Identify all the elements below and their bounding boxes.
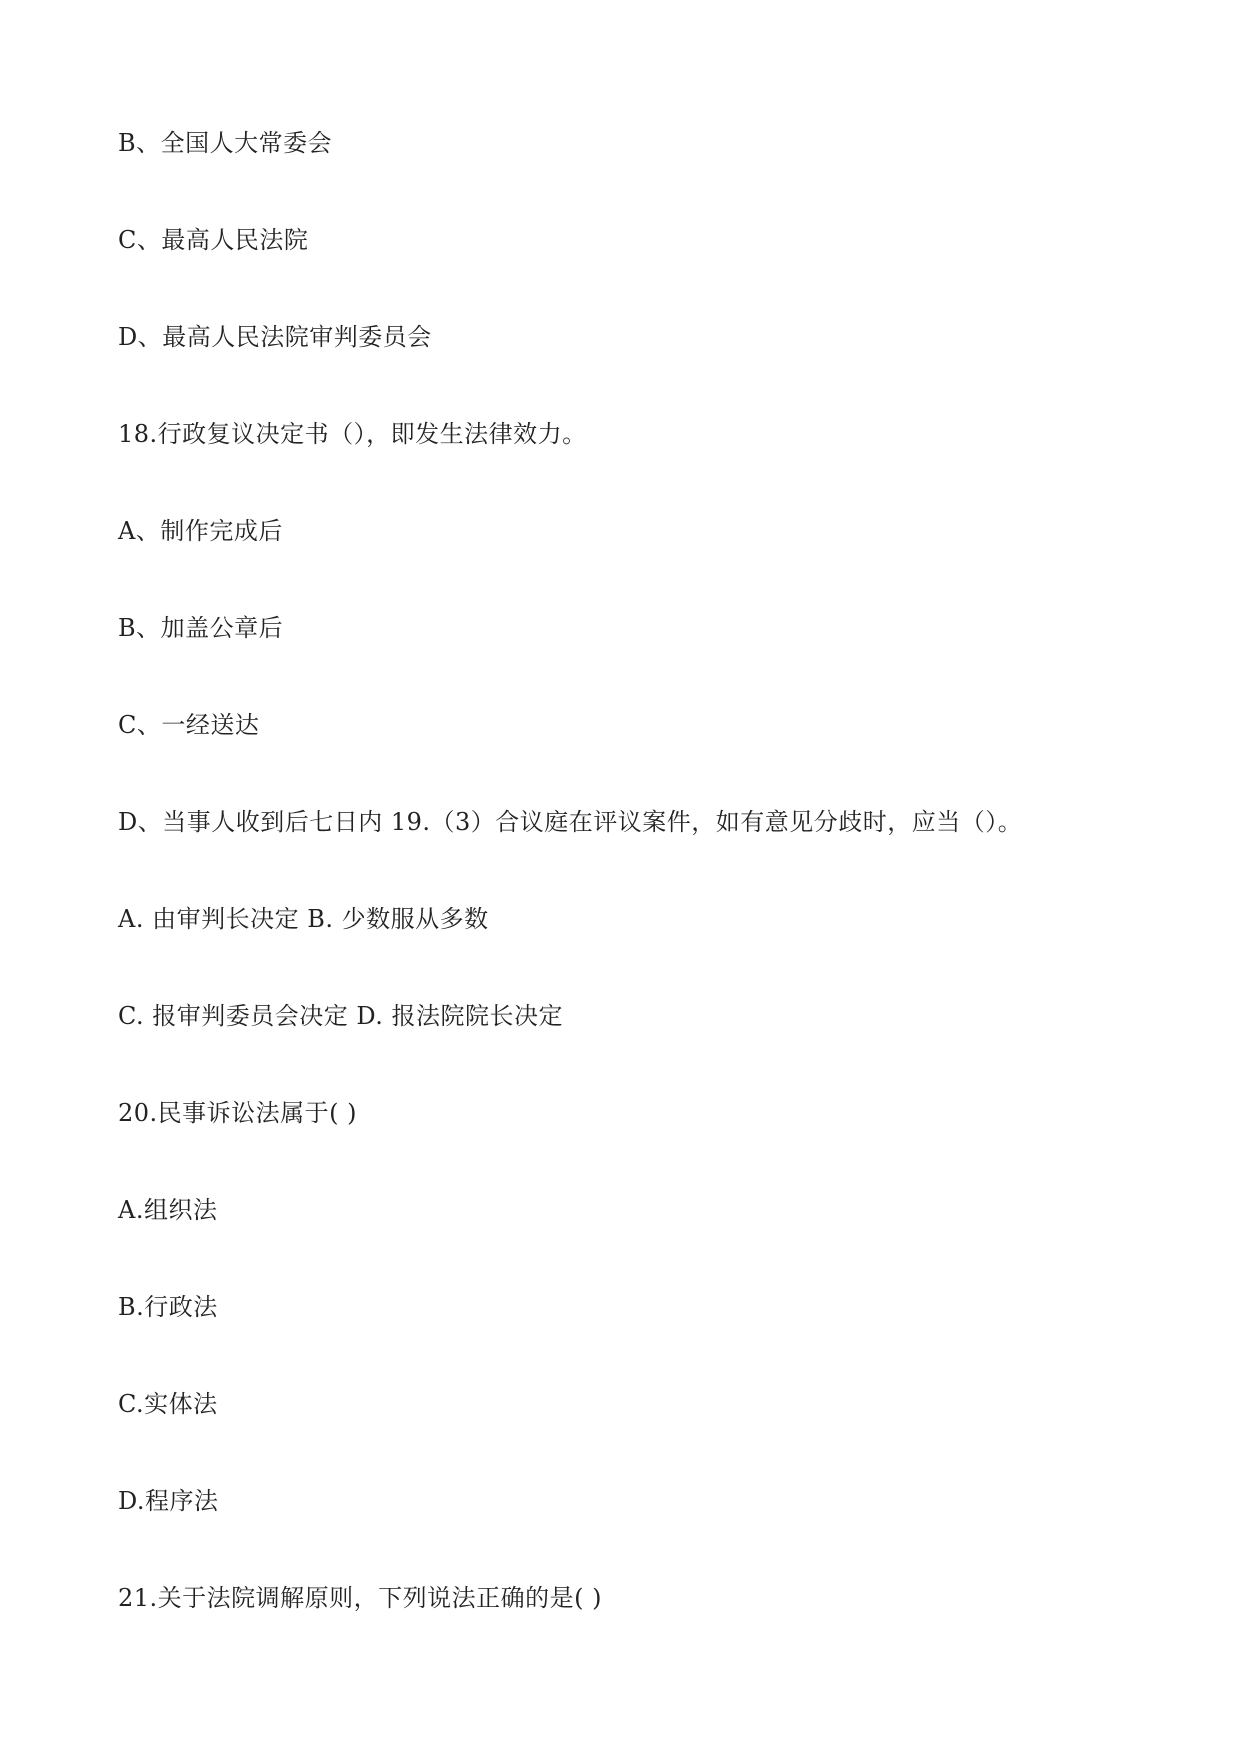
option-c-q17: C、最高人民法院 xyxy=(118,226,309,254)
option-b-q17: B、全国人大常委会 xyxy=(118,129,333,157)
question-18: 18.行政复议决定书（），即发生法律效力。 xyxy=(118,420,587,448)
option-d-q20: D.程序法 xyxy=(118,1487,219,1515)
option-c-q18: C、一经送达 xyxy=(118,711,260,739)
options-cd-q19: C. 报审判委员会决定 D. 报法院院长决定 xyxy=(118,1002,564,1030)
option-b-q18: B、加盖公章后 xyxy=(118,614,284,642)
option-d-q18-and-question-19: D、当事人收到后七日内 19.（3）合议庭在评议案件，如有意见分歧时，应当（）。 xyxy=(118,808,1023,836)
option-d-q17: D、最高人民法院审判委员会 xyxy=(118,323,432,351)
options-ab-q19: A. 由审判长决定 B. 少数服从多数 xyxy=(118,905,489,933)
question-20: 20.民事诉讼法属于( ) xyxy=(118,1099,358,1127)
option-a-q18: A、制作完成后 xyxy=(118,517,283,545)
option-b-q20: B.行政法 xyxy=(118,1293,218,1321)
question-21: 21.关于法院调解原则，下列说法正确的是( ) xyxy=(118,1584,603,1612)
option-a-q20: A.组织法 xyxy=(118,1196,218,1224)
option-c-q20: C.实体法 xyxy=(118,1390,218,1418)
